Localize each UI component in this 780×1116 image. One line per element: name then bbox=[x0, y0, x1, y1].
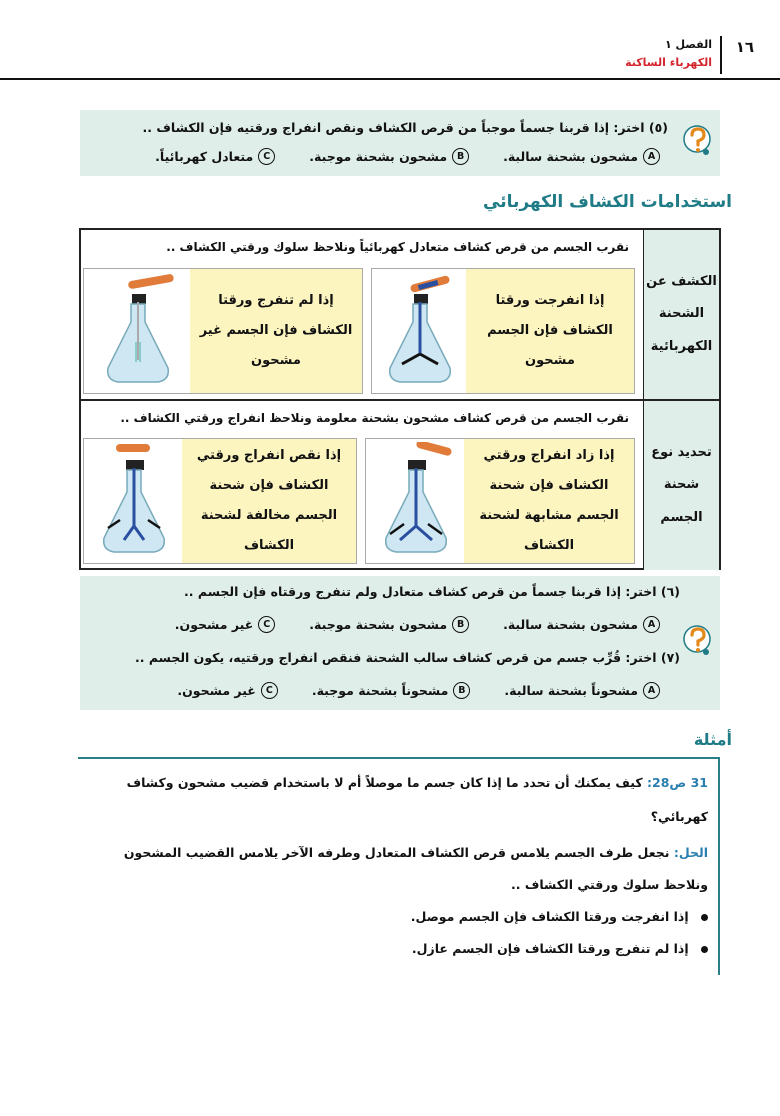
case-neutral-detected bbox=[83, 268, 363, 394]
row-divider bbox=[81, 399, 719, 401]
electroscope-icon bbox=[380, 272, 460, 390]
page-header bbox=[0, 36, 780, 82]
row-1-description: نقرب الجسم من قرص كشاف متعادل كهربائياً ونلاحظ سلوك ورقتي الكشاف .. bbox=[166, 240, 629, 254]
option-b-marker: B bbox=[453, 682, 470, 699]
case-text: إذا زاد انفراج ورقتي الكشاف فإن شحنة الجسم مشابهة لشحنة الكشاف bbox=[464, 439, 634, 563]
bullet-icon bbox=[701, 914, 708, 921]
example-top-rule bbox=[78, 757, 720, 759]
option-a-marker: A bbox=[643, 682, 660, 699]
flask-illustration bbox=[84, 439, 184, 563]
option-b-marker: B bbox=[452, 148, 469, 165]
question-7-options bbox=[177, 682, 660, 699]
example-reference: 31 ص28: bbox=[647, 775, 708, 790]
chapter-title: الكهرباء الساكنة bbox=[625, 56, 712, 69]
option-c[interactable] bbox=[175, 616, 276, 633]
option-b-text: مشحون بشحنة موجبة. bbox=[309, 617, 448, 632]
flask-illustration bbox=[372, 269, 468, 393]
case-opposite-charge bbox=[83, 438, 357, 564]
header-divider bbox=[720, 36, 722, 74]
uses-table bbox=[79, 228, 721, 570]
example-question-text: كيف يمكنك أن تحدد ما إذا كان جسم ما موصلاً أم لا باستخدام قضيب مشحون وكشاف bbox=[126, 775, 643, 790]
option-a-text: مشحون بشحنة سالبة. bbox=[503, 617, 638, 632]
example-bullet-1 bbox=[411, 909, 708, 924]
chapter-label: الفصل ١ bbox=[664, 38, 712, 51]
case-text: إذا لم تنفرج ورقتا الكشاف فإن الجسم غير مشحون bbox=[190, 269, 362, 393]
page-number: ١٦ bbox=[735, 38, 754, 56]
option-a-marker: A bbox=[643, 616, 660, 633]
examples-title: أمثلة bbox=[693, 730, 732, 749]
example-bullet-2 bbox=[412, 941, 708, 956]
option-b[interactable] bbox=[309, 616, 469, 633]
header-rule bbox=[0, 78, 780, 80]
option-c-marker: C bbox=[258, 148, 275, 165]
option-c-text: غير مشحون. bbox=[177, 683, 256, 698]
option-a-text: مشحوناً بشحنة سالبة. bbox=[504, 683, 638, 698]
question-mark-icon bbox=[682, 624, 712, 658]
solution-text: نجعل طرف الجسم يلامس قرص الكشاف المتعادل وطرفه الآخر يلامس القضيب المشحون bbox=[123, 845, 670, 860]
option-b[interactable] bbox=[312, 682, 471, 699]
option-c-marker: C bbox=[261, 682, 278, 699]
question-6-text: (٦) اختر: إذا قربنا جسماً من قرص كشاف متعادل ولم تنفرج ورقتاه فإن الجسم .. bbox=[184, 584, 680, 599]
question-6-options bbox=[175, 616, 660, 633]
question-6-7-box bbox=[80, 576, 720, 710]
option-a[interactable] bbox=[503, 616, 660, 633]
example-question-line-2: كهربائي؟ bbox=[650, 809, 708, 824]
solution-label: الحل: bbox=[673, 845, 708, 860]
example-solution-line-1 bbox=[124, 845, 708, 860]
option-a-marker: A bbox=[643, 148, 660, 165]
option-c-text: غير مشحون. bbox=[174, 617, 254, 632]
electroscope-icon bbox=[98, 272, 178, 390]
option-b-text: مشحون بشحنة موجبة. bbox=[309, 149, 448, 164]
example-question-line-1 bbox=[127, 775, 708, 790]
question-7-text: (٧) اختر: قُرِّب جسم من قرص كشاف سالب الشحنة فنقص انفراج ورقتيه، يكون الجسم .. bbox=[134, 650, 680, 665]
electroscope-icon bbox=[94, 442, 174, 560]
row-2-description: نقرب الجسم من قرص كشاف مشحون بشحنة معلومة ونلاحظ انفراج ورقتي الكشاف .. bbox=[120, 411, 629, 425]
flask-illustration bbox=[84, 269, 192, 393]
question-mark-icon bbox=[682, 124, 712, 158]
electroscope-icon bbox=[376, 442, 456, 560]
flask-illustration bbox=[366, 439, 466, 563]
row-1-label: الكشف عن الشحنة الكهربائية bbox=[643, 230, 719, 399]
case-similar-charge bbox=[365, 438, 635, 564]
option-a-text: مشحون بشحنة سالبة. bbox=[503, 149, 638, 164]
case-text: إذا نقص انفراج ورقتي الكشاف فإن شحنة الجسم مخالفة لشحنة الكشاف bbox=[182, 439, 356, 563]
question-5-options bbox=[155, 148, 660, 165]
option-a[interactable] bbox=[503, 148, 660, 165]
option-b-text: مشحوناً بشحنة موجبة. bbox=[311, 683, 449, 698]
option-a[interactable] bbox=[504, 682, 660, 699]
option-c[interactable] bbox=[177, 682, 278, 699]
option-c-text: متعادل كهربائياً. bbox=[155, 149, 254, 164]
option-b[interactable] bbox=[309, 148, 469, 165]
example-box bbox=[78, 757, 720, 975]
section-title: استخدامات الكشاف الكهربائي bbox=[483, 192, 732, 212]
question-5-text: (٥) اختر: إذا قربنا جسماً موجباً من قرص الكشاف ونقص انفراج ورقتيه فإن الكشاف .. bbox=[142, 120, 668, 135]
example-solution-line-2: ونلاحظ سلوك ورقتي الكشاف .. bbox=[510, 877, 708, 892]
option-c[interactable] bbox=[155, 148, 275, 165]
question-5-box bbox=[80, 110, 720, 176]
bullet-text: إذا لم تنفرج ورقتا الكشاف فإن الجسم عازل. bbox=[411, 941, 689, 956]
bullet-text: إذا انفرجت ورقتا الكشاف فإن الجسم موصل. bbox=[410, 909, 689, 924]
bullet-icon bbox=[701, 946, 708, 953]
case-text: إذا انفرجت ورقتا الكشاف فإن الجسم مشحون bbox=[466, 269, 634, 393]
row-2-label: تحديد نوع شحنة الجسم bbox=[643, 401, 719, 570]
option-c-marker: C bbox=[258, 616, 275, 633]
case-discharged-detected bbox=[371, 268, 635, 394]
example-side-rule bbox=[718, 757, 720, 975]
option-b-marker: B bbox=[452, 616, 469, 633]
